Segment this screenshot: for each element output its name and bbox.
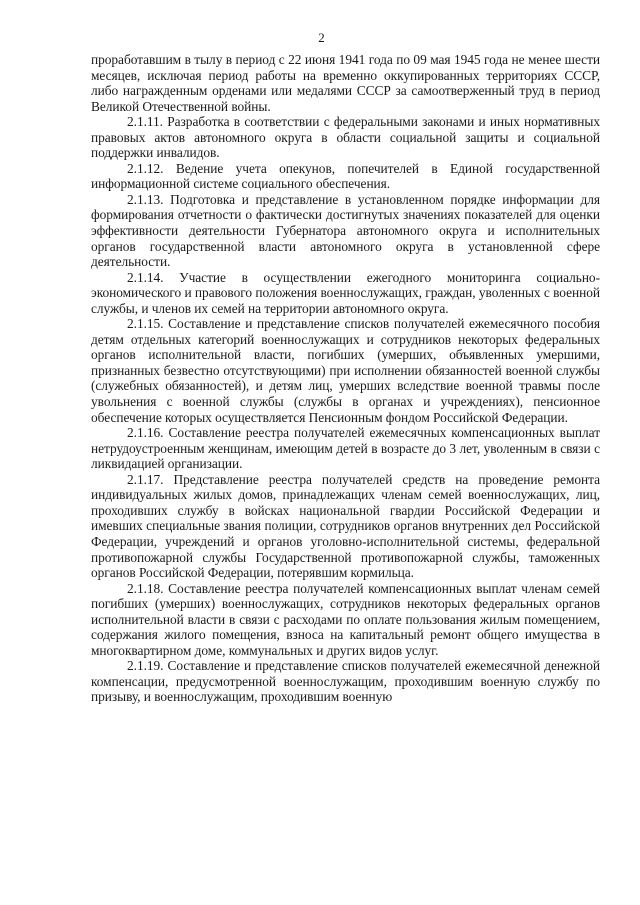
paragraph-2-1-15: 2.1.15. Составление и представление списков получателей ежемесячного пособия детям отдельных категорий военнослужащих и сотрудников некоторых федеральных органов исполнительной власти, погибших (умерших, объявленных умершими, признанных безвестно отсутствующими) при исполнении обязанностей военной службы (служебных обязанностей), и детям лиц, умерших вследствие военной травмы после увольнения с военной службы (службы в органах и учреждениях), пенсионное обеспечение которых осуществляется Пенсионным фондом Российской Федерации.	[91, 316, 600, 425]
paragraph-2-1-14: 2.1.14. Участие в осуществлении ежегодного мониторинга социально-экономического и правового положения военнослужащих, граждан, уволенных с военной службы, и членов их семей на территории автономного округа.	[91, 269, 600, 316]
document-body	[91, 52, 600, 705]
paragraph-2-1-12: 2.1.12. Ведение учета опекунов, попечителей в Единой государственной информационной системе социального обеспечения.	[91, 160, 600, 192]
paragraph-2-1-11: 2.1.11. Разработка в соответствии с федеральными законами и иных нормативных правовых актов автономного округа в области социальной защиты и социальной поддержки инвалидов.	[91, 114, 600, 161]
paragraph-2-1-18: 2.1.18. Составление реестра получателей компенсационных выплат членам семей погибших (умерших) военнослужащих, сотрудников некоторых федеральных органов исполнительной власти в связи с расходами по оплате пользования жилым помещением, содержания жилого помещения, взноса на капитальный ремонт общего имущества в многоквартирном доме, коммунальных и других видов услуг.	[91, 580, 600, 658]
paragraph-2-1-19: 2.1.19. Составление и представление списков получателей ежемесячной денежной компенсации, предусмотренной военнослужащим, проходившим военную службу по призыву, и военнослужащим, проходившим военную	[91, 658, 600, 705]
paragraph-2-1-16: 2.1.16. Составление реестра получателей ежемесячных компенсационных выплат нетрудоустроенным женщинам, имеющим детей в возрасте до 3 лет, уволенным в связи с ликвидацией организации.	[91, 425, 600, 472]
page-number: 2	[318, 30, 325, 45]
paragraph-2-1-13: 2.1.13. Подготовка и представление в установленном порядке информации для формирования отчетности о фактически достигнутых значениях показателей для оценки эффективности деятельности Губернатора автономного округа и исполнительных органов государственной власти автономного округа в установленной сфере деятельности.	[91, 191, 600, 270]
paragraph-2-1-17: 2.1.17. Представление реестра получателей средств на проведение ремонта индивидуальных жилых домов, принадлежащих членам семей военнослужащих, лиц, проходивших службу в войсках национальной гвардии Российской Федерации и имевших специальные звания полиции, сотрудников органов внутренних дел Российской Федерации, учреждений и органов уголовно-исполнительной системы, федеральной противопожарной службы Государственной противопожарной службы, таможенных органов Российской Федерации, потерявшим кормильца.	[91, 471, 600, 581]
paragraph-continuation: проработавшим в тылу в период с 22 июня 1941 года по 09 мая 1945 года не менее шести месяцев, исключая период работы на временно оккупированных территориях СССР, либо награжденным орденами или медалями СССР за самоотверженный труд в период Великой Отечественной войны.	[91, 52, 600, 114]
